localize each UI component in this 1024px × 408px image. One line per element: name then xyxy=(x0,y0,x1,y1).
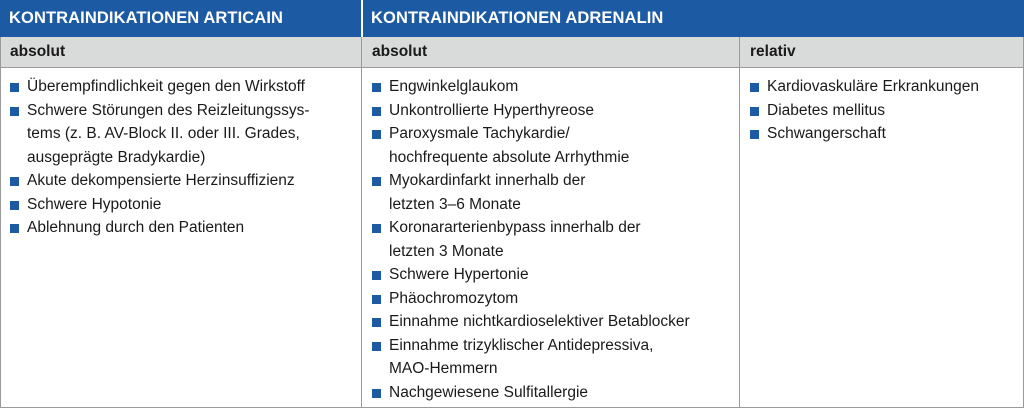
list-item-text: Myokardinfarkt innerhalb der xyxy=(389,172,586,189)
list-item-text: Engwinkelglaukom xyxy=(389,78,519,95)
square-bullet-icon xyxy=(372,83,381,92)
list-item-text: Kardiovaskuläre Erkrankungen xyxy=(767,78,979,95)
square-bullet-icon xyxy=(10,107,19,116)
list-item-text: Paroxysmale Tachykardie/ xyxy=(389,125,570,142)
list-item xyxy=(371,75,735,99)
column-divider xyxy=(739,37,740,408)
articain-absolut-list xyxy=(9,75,357,240)
list-item-text: MAO-Hemmern xyxy=(389,360,498,377)
list-item-text: Überempfindlichkeit gegen den Wirkstoff xyxy=(27,78,305,95)
square-bullet-icon xyxy=(372,318,381,327)
list-item-text: Unkontrollierte Hyperthyreose xyxy=(389,101,595,119)
square-bullet-icon xyxy=(372,295,381,304)
list-item xyxy=(9,99,357,170)
list-item xyxy=(749,122,1021,146)
list-item-text: Schwangerschaft xyxy=(767,125,886,142)
list-item xyxy=(9,216,357,240)
adrenalin-relativ-column xyxy=(749,75,1021,146)
subheader-adrenalin-absolut: absolut xyxy=(372,43,428,60)
square-bullet-icon xyxy=(372,177,381,186)
square-bullet-icon xyxy=(10,201,19,210)
list-item-text: tems (z. B. AV-Block II. oder III. Grades, xyxy=(27,125,300,142)
list-item-text: Einnahme nichtkardioselektiver Betablocker xyxy=(389,313,690,330)
square-bullet-icon xyxy=(372,342,381,351)
list-item xyxy=(371,310,735,334)
table-subheader-row xyxy=(0,37,1024,67)
list-item xyxy=(371,263,735,287)
list-item-text: Diabetes mellitus xyxy=(767,101,886,119)
list-item xyxy=(371,122,735,169)
square-bullet-icon xyxy=(10,177,19,186)
square-bullet-icon xyxy=(372,224,381,233)
adrenalin-absolut-list xyxy=(371,75,735,404)
square-bullet-icon xyxy=(750,130,759,139)
list-item xyxy=(371,169,735,216)
list-item-text: ausgeprägte Bradykardie) xyxy=(27,148,206,166)
square-bullet-icon xyxy=(750,83,759,92)
square-bullet-icon xyxy=(10,83,19,92)
square-bullet-icon xyxy=(750,107,759,116)
adrenalin-relativ-list xyxy=(749,75,1021,146)
list-item-text: Nachgewiesene Sulfitallergie xyxy=(389,383,589,401)
list-item-text: Schwere Hypertonie xyxy=(389,266,529,283)
subheader-adrenalin-relativ: relativ xyxy=(750,43,796,60)
list-item xyxy=(9,169,357,193)
square-bullet-icon xyxy=(372,271,381,280)
list-item xyxy=(371,334,735,381)
adrenalin-absolut-column xyxy=(371,75,735,404)
list-item-text: letzten 3–6 Monate xyxy=(389,195,521,213)
list-item-text: Ablehnung durch den Patienten xyxy=(27,219,245,236)
list-item-text: Koronararterienbypass innerhalb der xyxy=(389,219,641,236)
row-divider xyxy=(0,67,1024,68)
header-adrenalin: KONTRAINDIKATIONEN ADRENALIN xyxy=(371,9,664,27)
table-border-left xyxy=(0,37,1,408)
subheader-articain-absolut: absolut xyxy=(10,43,66,60)
list-item-text: hochfrequente absolute Arrhythmie xyxy=(389,148,630,166)
square-bullet-icon xyxy=(372,107,381,116)
column-divider xyxy=(361,37,362,408)
articain-absolut-column xyxy=(9,75,357,240)
list-item xyxy=(9,75,357,99)
table-header-row xyxy=(0,0,1024,37)
square-bullet-icon xyxy=(372,130,381,139)
square-bullet-icon xyxy=(372,389,381,398)
list-item-text: Phäochromozytom xyxy=(389,289,519,307)
list-item-text: letzten 3 Monate xyxy=(389,242,504,260)
list-item xyxy=(371,216,735,263)
list-item xyxy=(749,75,1021,99)
square-bullet-icon xyxy=(10,224,19,233)
list-item xyxy=(9,193,357,217)
list-item-text: Schwere Hypotonie xyxy=(27,195,162,213)
list-item-text: Einnahme trizyklischer Antidepressiva, xyxy=(389,336,654,354)
header-articain: KONTRAINDIKATIONEN ARTICAIN xyxy=(9,9,284,27)
list-item xyxy=(371,381,735,405)
list-item xyxy=(371,99,735,123)
list-item xyxy=(749,99,1021,123)
list-item-text: Akute dekompensierte Herzinsuffizienz xyxy=(27,172,295,189)
list-item-text: Schwere Störungen des Reizleitungssys- xyxy=(27,101,310,119)
list-item xyxy=(371,287,735,311)
